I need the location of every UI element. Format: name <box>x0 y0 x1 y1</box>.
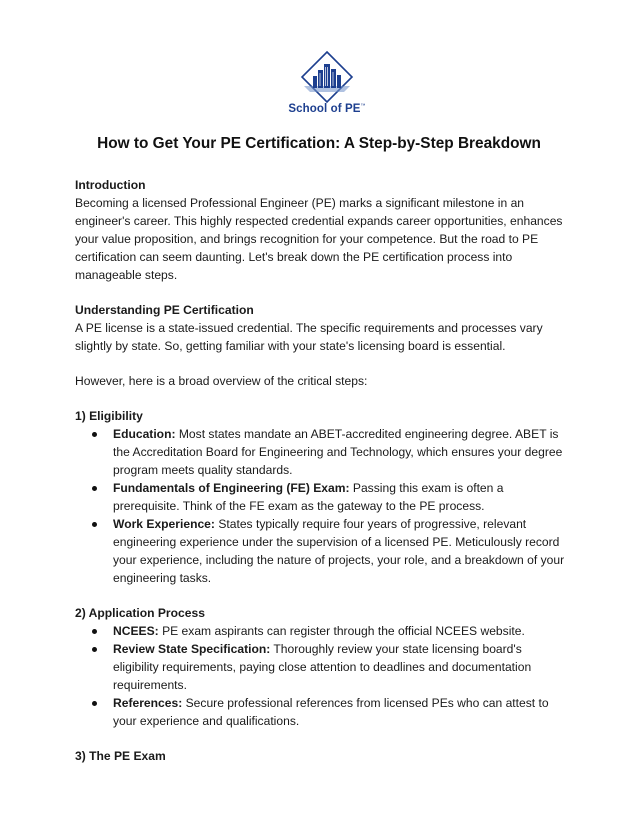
list-item-text: PE exam aspirants can register through the official NCEES website. <box>158 624 525 638</box>
eligibility-list <box>75 425 570 587</box>
understanding-heading: Understanding PE Certification <box>75 303 254 317</box>
list-item <box>75 640 570 694</box>
application-list <box>75 622 570 730</box>
bullet-icon <box>92 629 97 634</box>
bullet-icon <box>92 522 97 527</box>
list-item <box>75 479 570 515</box>
list-item <box>75 515 570 587</box>
list-item-label: Work Experience: <box>113 517 215 531</box>
list-item <box>75 425 570 479</box>
bullet-icon <box>92 486 97 491</box>
list-item <box>75 622 570 640</box>
application-heading: 2) Application Process <box>75 606 205 620</box>
eligibility-heading: 1) Eligibility <box>75 409 143 423</box>
list-item-text: Thoroughly review your state licensing board's eligibility requirements, paying close attention to deadlines and documentation requirements. <box>113 642 532 692</box>
list-item-text: States typically require four years of progressive, relevant engineering experience under the supervision of a licensed PE. Meticulously record your experience, including the nature of projects, your role, and a breakdown of your engineering tasks. <box>113 517 565 585</box>
list-item-label: Education: <box>113 427 176 441</box>
page-title: How to Get Your PE Certification: A Step-by-Step Breakdown <box>97 135 541 152</box>
bullet-icon <box>92 701 97 706</box>
list-item-label: Review State Specification: <box>113 642 271 656</box>
logo-wordmark <box>282 103 372 115</box>
intro-paragraph: Becoming a licensed Professional Engineer (PE) marks a significant milestone in an engineer's career. This highly respected credential expands career opportunities, enhances your value proposition, and brings recognition for your competence. But the road to PE certification can seem daunting. Let's break down the PE certification process into manageable steps. <box>75 196 563 282</box>
list-item-label: Fundamentals of Engineering (FE) Exam: <box>113 481 350 495</box>
bullet-icon <box>92 432 97 437</box>
overview-paragraph: However, here is a broad overview of the critical steps: <box>75 374 368 388</box>
building-diamond-icon <box>282 50 372 105</box>
exam-heading: 3) The PE Exam <box>75 749 166 763</box>
bullet-icon <box>92 647 97 652</box>
trademark-mark: ™ <box>360 103 366 110</box>
list-item <box>75 694 570 730</box>
logo-text: School of PE <box>288 103 361 115</box>
document-body <box>75 176 570 765</box>
list-item-text: Passing this exam is often a prerequisite. Think of the FE exam as the gateway to the PE process. <box>113 481 504 513</box>
understanding-paragraph: A PE license is a state-issued credential. The specific requirements and processes vary slightly by state. So, getting familiar with your state's licensing board is essential. <box>75 321 543 353</box>
list-item-label: References: <box>113 696 183 710</box>
school-of-pe-logo <box>282 50 372 122</box>
intro-heading: Introduction <box>75 178 146 192</box>
list-item-label: NCEES: <box>113 624 159 638</box>
list-item-text: Secure professional references from licensed PEs who can attest to your experience and qualifications. <box>113 696 549 728</box>
list-item-text: Most states mandate an ABET-accredited engineering degree. ABET is the Accreditation Board for Engineering and Technology, which ensures your degree program meets quality standards. <box>113 427 563 477</box>
